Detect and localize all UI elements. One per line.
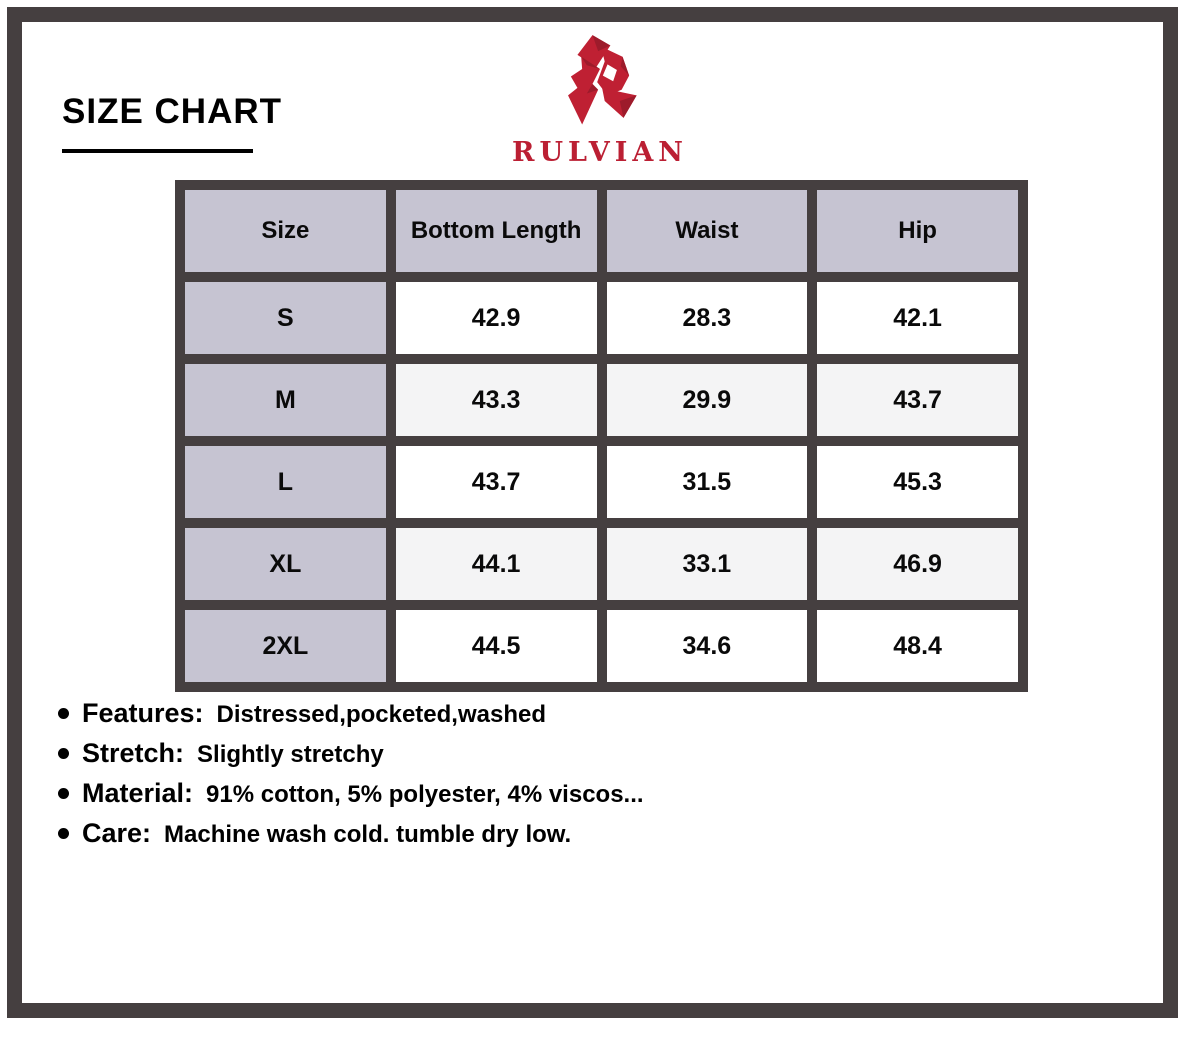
detail-value: Machine wash cold. tumble dry low. xyxy=(164,820,572,848)
measurement-cell: 28.3 xyxy=(607,282,808,354)
bullet-icon xyxy=(58,708,69,719)
measurement-cell: 44.1 xyxy=(396,528,597,600)
measurement-cell: 44.5 xyxy=(396,610,597,682)
detail-item-material xyxy=(58,778,644,809)
table-row-m xyxy=(185,364,1018,436)
measurement-cell: 34.6 xyxy=(607,610,808,682)
bullet-icon xyxy=(58,788,69,799)
detail-label: Features: xyxy=(82,698,204,728)
measurement-cell: 29.9 xyxy=(607,364,808,436)
size-cell: 2XL xyxy=(185,610,386,682)
table-row-s xyxy=(185,282,1018,354)
brand-block xyxy=(0,33,1200,168)
brand-wordmark: RULVIAN xyxy=(512,137,688,168)
size-table xyxy=(175,180,1028,692)
detail-label: Stretch: xyxy=(82,738,185,768)
detail-value: Slightly stretchy xyxy=(197,740,384,768)
product-details-list xyxy=(58,698,644,858)
detail-label: Care: xyxy=(82,818,152,848)
measurement-cell: 43.7 xyxy=(396,446,597,518)
table-row-2xl xyxy=(185,610,1018,682)
size-cell: XL xyxy=(185,528,386,600)
page-title: SIZE CHART xyxy=(62,92,282,131)
detail-item-stretch xyxy=(58,738,644,769)
measurement-cell: 31.5 xyxy=(607,446,808,518)
detail-label: Material: xyxy=(82,778,194,808)
measurement-cell: 45.3 xyxy=(817,446,1018,518)
detail-item-features xyxy=(58,698,644,729)
measurement-cell: 42.9 xyxy=(396,282,597,354)
measurement-cell: 46.9 xyxy=(817,528,1018,600)
measurement-cell: 33.1 xyxy=(607,528,808,600)
detail-value: 91% cotton, 5% polyester, 4% viscos... xyxy=(206,780,644,808)
detail-item-care xyxy=(58,818,644,849)
measurement-cell: 42.1 xyxy=(817,282,1018,354)
size-cell: M xyxy=(185,364,386,436)
col-header-waist: Waist xyxy=(607,190,808,272)
measurement-cell: 43.7 xyxy=(817,364,1018,436)
col-header-bottom-length: Bottom Length xyxy=(396,190,597,272)
measurement-cell: 48.4 xyxy=(817,610,1018,682)
brand-logo-icon xyxy=(553,33,647,137)
table-row-xl xyxy=(185,528,1018,600)
table-row-l xyxy=(185,446,1018,518)
col-header-hip: Hip xyxy=(817,190,1018,272)
size-cell: S xyxy=(185,282,386,354)
table-header-row xyxy=(185,190,1018,272)
bullet-icon xyxy=(58,828,69,839)
bullet-icon xyxy=(58,748,69,759)
size-cell: L xyxy=(185,446,386,518)
measurement-cell: 43.3 xyxy=(396,364,597,436)
detail-value: Distressed,pocketed,washed xyxy=(216,700,547,728)
col-header-size: Size xyxy=(185,190,386,272)
